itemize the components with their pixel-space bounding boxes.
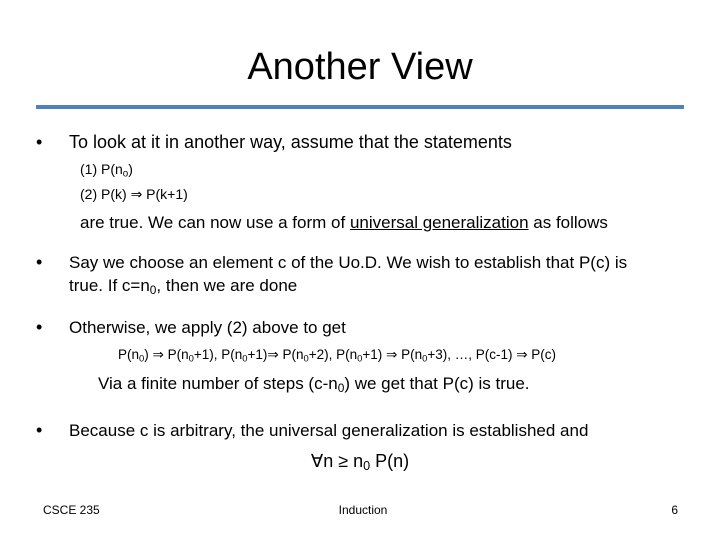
statement-2-b: P(k+1)	[142, 186, 188, 202]
footer-topic: Induction	[338, 503, 388, 517]
implies-symbol: ⇒	[267, 347, 279, 362]
chain-sub: 0	[357, 353, 363, 365]
bullet-2-line-2-pre: true. If c=n	[69, 276, 150, 295]
bullet-2-line-2-post: , then we are done	[156, 276, 298, 295]
slide-title: Another View	[247, 46, 473, 88]
bullet-2-line-1: Say we choose an element c of the Uo.D. We wish to establish that P(c) is	[69, 253, 628, 272]
finite-steps-line	[98, 373, 530, 395]
statement-1-post: )	[128, 161, 133, 177]
conclusion-pre: are true. We can now use a form of	[80, 213, 350, 232]
bullet-3-text: Otherwise, we apply (2) above to get	[69, 318, 346, 337]
conclusion-post: as follows	[528, 213, 608, 232]
bullet-2-marker: •	[36, 252, 43, 272]
finite-steps-post: ) we get that P(c) is true.	[344, 374, 530, 393]
chain-part: P(n	[118, 347, 140, 362]
bullet-3-marker: •	[36, 317, 43, 337]
finite-steps-sub: 0	[337, 380, 345, 395]
page-number: 6	[671, 503, 678, 517]
chain-part: P(n	[163, 347, 189, 362]
formula-pre: n	[323, 451, 339, 471]
implies-symbol: ⇒	[152, 347, 164, 362]
footer-course: CSCE 235	[43, 503, 100, 517]
chain-part: P(n	[397, 347, 423, 362]
bullet-2-line-2-sub: 0	[149, 282, 157, 297]
implies-symbol: ⇒	[516, 347, 528, 362]
statement-2-a: (2) P(k)	[80, 186, 131, 202]
bullet-1-conclusion	[80, 212, 608, 234]
bullet-4-marker: •	[36, 420, 43, 440]
chain-part: +2), P(n	[308, 347, 358, 362]
implies-symbol: ⇒	[386, 347, 398, 362]
chain-part: P(n	[278, 347, 304, 362]
chain-part: )	[144, 347, 153, 362]
bullet-2-line-2	[69, 275, 297, 297]
chain-part: +3), …, P(c-1)	[427, 347, 517, 362]
chain-part: +1)	[247, 347, 268, 362]
implication-chain	[118, 346, 556, 364]
chain-part: +1), P(n	[193, 347, 243, 362]
statement-1-pre: (1) P(n	[80, 161, 123, 177]
forall-symbol: ∀	[310, 451, 324, 471]
bullet-1-marker: •	[36, 132, 43, 152]
bullet-1-text: To look at it in another way, assume that the statements	[69, 132, 512, 152]
universal-generalization-term: universal generalization	[349, 213, 529, 232]
finite-steps-pre: Via a finite number of steps (c-n	[98, 374, 338, 393]
universal-formula	[0, 450, 720, 472]
chain-sub: 0	[139, 353, 145, 365]
formula-n: n	[348, 451, 364, 471]
statement-1-sub: o	[122, 168, 129, 180]
chain-part: P(c)	[527, 347, 557, 362]
implies-symbol: ⇒	[130, 186, 143, 202]
formula-post: P(n)	[370, 451, 410, 471]
statement-2	[80, 185, 188, 203]
geq-symbol: ≥	[338, 451, 349, 471]
chain-sub: 0	[188, 353, 194, 365]
title-divider	[36, 105, 684, 109]
chain-sub: 0	[303, 353, 309, 365]
bullet-4-text: Because c is arbitrary, the universal generalization is established and	[69, 421, 589, 440]
statement-1	[80, 160, 133, 178]
chain-sub: 0	[242, 353, 248, 365]
chain-part: +1)	[362, 347, 387, 362]
chain-sub: 0	[422, 353, 428, 365]
formula-sub: 0	[363, 459, 371, 474]
